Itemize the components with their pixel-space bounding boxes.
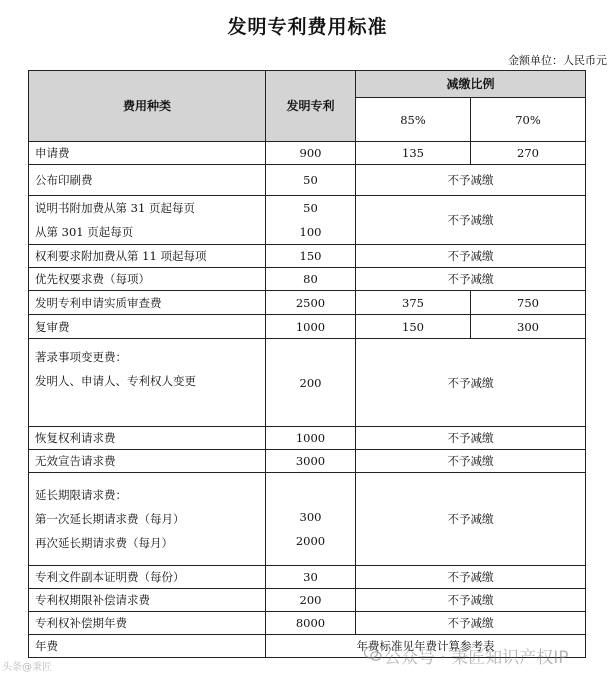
fee-name: 申请费 [29, 142, 266, 165]
fee-amount-line: 2000 [295, 534, 326, 548]
fee-reduction-note: 不予减缴 [356, 427, 586, 450]
fee-table [28, 70, 586, 658]
table-row [29, 427, 586, 450]
fee-name-line: 再次延长期请求费（每月） [35, 536, 173, 550]
fee-reduction-note: 不予减缴 [356, 566, 586, 589]
table-row [29, 473, 586, 566]
fee-reduction-note: 不予减缴 [356, 165, 586, 196]
fee-amount: 30 [266, 566, 356, 589]
table-row [29, 245, 586, 268]
table-row [29, 165, 586, 196]
table-row [29, 142, 586, 165]
fee-amount: 2500 [266, 291, 356, 315]
page-title: 发明专利费用标准 [227, 16, 388, 38]
fee-name-line: 说明书附加费从第 31 页起每页 [35, 201, 195, 215]
fee-name: 年费 [29, 635, 266, 658]
fee-name: 专利权补偿期年费 [29, 612, 266, 635]
header-70-percent: 70% [471, 98, 586, 142]
fee-amount: 1000 [266, 427, 356, 450]
fee-reduction-note: 不予减缴 [356, 245, 586, 268]
fee-reduction-note: 不予减缴 [356, 268, 586, 291]
fee-name: 发明专利申请实质审查费 [29, 291, 266, 315]
corner-watermark: 头条@秉匠 [2, 662, 52, 673]
fee-amount-line: 100 [299, 225, 322, 239]
fee-reduction-85: 150 [356, 315, 471, 339]
fee-name [29, 473, 266, 566]
fee-amount: 80 [266, 268, 356, 291]
fee-amount: 1000 [266, 315, 356, 339]
header-category: 费用种类 [29, 71, 266, 142]
fee-reduction-note: 不予减缴 [356, 612, 586, 635]
fee-reduction-70: 300 [471, 315, 586, 339]
wechat-icon [364, 646, 382, 662]
table-row [29, 196, 586, 245]
fee-reduction-70: 750 [471, 291, 586, 315]
watermark: 公众号 · 秉匠知识产权IP [384, 648, 569, 668]
fee-reduction-note: 不予减缴 [356, 450, 586, 473]
fee-name-line: 发明人、申请人、专利权人变更 [35, 374, 196, 388]
fee-amount: 200 [266, 339, 356, 427]
fee-amount: 8000 [266, 612, 356, 635]
fee-amount-line: 300 [299, 510, 322, 524]
table-row [29, 268, 586, 291]
fee-name: 专利文件副本证明费（每份） [29, 566, 266, 589]
table-row [29, 566, 586, 589]
fee-name-line: 延长期限请求费： [35, 488, 127, 502]
fee-amount: 3000 [266, 450, 356, 473]
fee-reduction-note: 年费标准见年费计算参考表 [266, 635, 586, 658]
fee-name [29, 196, 266, 245]
fee-amount: 150 [266, 245, 356, 268]
header-reduction: 减缴比例 [356, 71, 586, 98]
fee-reduction-85: 135 [356, 142, 471, 165]
header-85-percent: 85% [356, 98, 471, 142]
fee-name [29, 339, 266, 427]
fee-amount: 50 [266, 165, 356, 196]
fee-amount: 900 [266, 142, 356, 165]
fee-name-line: 从第 301 页起每页 [35, 225, 134, 239]
table-row [29, 291, 586, 315]
fee-amount [266, 196, 356, 245]
fee-amount-line: 50 [303, 201, 318, 215]
fee-amount: 200 [266, 589, 356, 612]
header-invention: 发明专利 [266, 71, 356, 142]
table-row [29, 339, 586, 427]
table-row [29, 589, 586, 612]
currency-unit-note: 金额单位：人民币元 [508, 54, 607, 67]
fee-name: 复审费 [29, 315, 266, 339]
fee-reduction-note: 不予减缴 [356, 589, 586, 612]
fee-name: 公布印刷费 [29, 165, 266, 196]
fee-name-line: 第一次延长期请求费（每月） [35, 512, 185, 526]
fee-name: 无效宣告请求费 [29, 450, 266, 473]
table-row [29, 315, 586, 339]
fee-reduction-85: 375 [356, 291, 471, 315]
fee-name: 恢复权利请求费 [29, 427, 266, 450]
table-row [29, 450, 586, 473]
fee-name: 权利要求附加费从第 11 项起每项 [29, 245, 266, 268]
fee-reduction-70: 270 [471, 142, 586, 165]
table-row [29, 612, 586, 635]
fee-name: 专利权期限补偿请求费 [29, 589, 266, 612]
fee-name: 优先权要求费（每项） [29, 268, 266, 291]
fee-reduction-note: 不予减缴 [356, 473, 586, 566]
fee-amount [266, 473, 356, 566]
fee-reduction-note: 不予减缴 [356, 196, 586, 245]
fee-reduction-note: 不予减缴 [356, 339, 586, 427]
fee-name-line: 著录事项变更费： [35, 350, 127, 364]
